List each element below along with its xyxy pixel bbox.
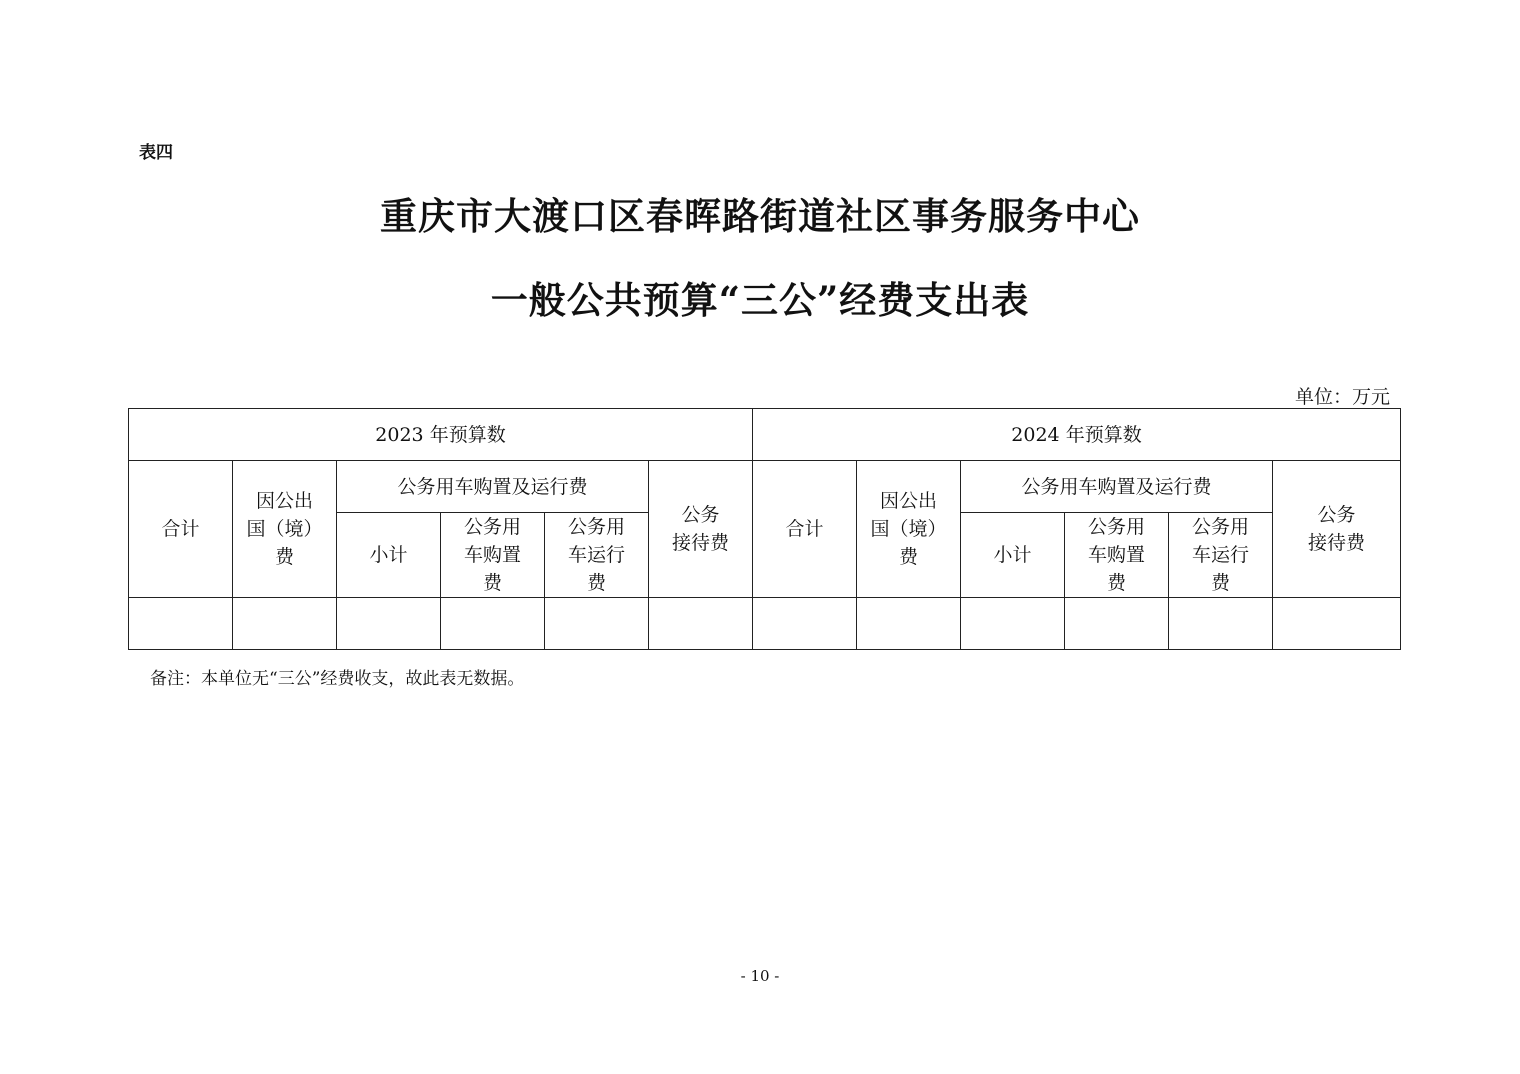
table-note: 备注：本单位无“三公”经费收支，故此表无数据。 bbox=[150, 669, 525, 689]
header-2023-vehicle-purchase: 公务用 车购置 费 bbox=[441, 513, 545, 598]
table-cell bbox=[233, 598, 337, 650]
table-row bbox=[129, 598, 1401, 650]
table-cell bbox=[1273, 598, 1401, 650]
table-cell bbox=[1065, 598, 1169, 650]
header-2023-abroad: 因公出 国（境） 费 bbox=[233, 461, 337, 598]
table-header-row-years bbox=[129, 409, 1401, 461]
table-cell bbox=[961, 598, 1065, 650]
page-title-line-2: 一般公共预算“三公”经费支出表 bbox=[490, 278, 1030, 322]
table-cell bbox=[129, 598, 233, 650]
header-2024-vehicle-operation: 公务用 车运行 费 bbox=[1169, 513, 1273, 598]
header-2024-vehicle-group: 公务用车购置及运行费 bbox=[961, 461, 1273, 513]
table-cell bbox=[857, 598, 961, 650]
page-title-line-1: 重庆市大渡口区春晖路街道社区事务服务中心 bbox=[380, 194, 1140, 238]
page-number: - 10 - bbox=[740, 967, 780, 985]
header-2023-vehicle-operation: 公务用 车运行 费 bbox=[545, 513, 649, 598]
three-public-expenses-table bbox=[128, 408, 1401, 650]
header-2023-budget: 2023 年预算数 bbox=[129, 409, 753, 461]
header-2023-vehicle-group: 公务用车购置及运行费 bbox=[337, 461, 649, 513]
header-2024-vehicle-purchase: 公务用 车购置 费 bbox=[1065, 513, 1169, 598]
header-2024-abroad: 因公出 国（境） 费 bbox=[857, 461, 961, 598]
header-2024-budget: 2024 年预算数 bbox=[753, 409, 1401, 461]
header-2023-total: 合计 bbox=[129, 461, 233, 598]
table-cell bbox=[337, 598, 441, 650]
table-cell bbox=[753, 598, 857, 650]
table-cell bbox=[545, 598, 649, 650]
table-number-label: 表四 bbox=[139, 143, 173, 163]
table-header-row-categories bbox=[129, 461, 1401, 513]
header-2023-subtotal: 小计 bbox=[337, 513, 441, 598]
unit-label: 单位：万元 bbox=[1294, 386, 1390, 408]
table-cell bbox=[649, 598, 753, 650]
table-cell bbox=[1169, 598, 1273, 650]
header-2024-reception: 公务 接待费 bbox=[1273, 461, 1401, 598]
header-2023-reception: 公务 接待费 bbox=[649, 461, 753, 598]
table-cell bbox=[441, 598, 545, 650]
header-2024-total: 合计 bbox=[753, 461, 857, 598]
header-2024-subtotal: 小计 bbox=[961, 513, 1065, 598]
